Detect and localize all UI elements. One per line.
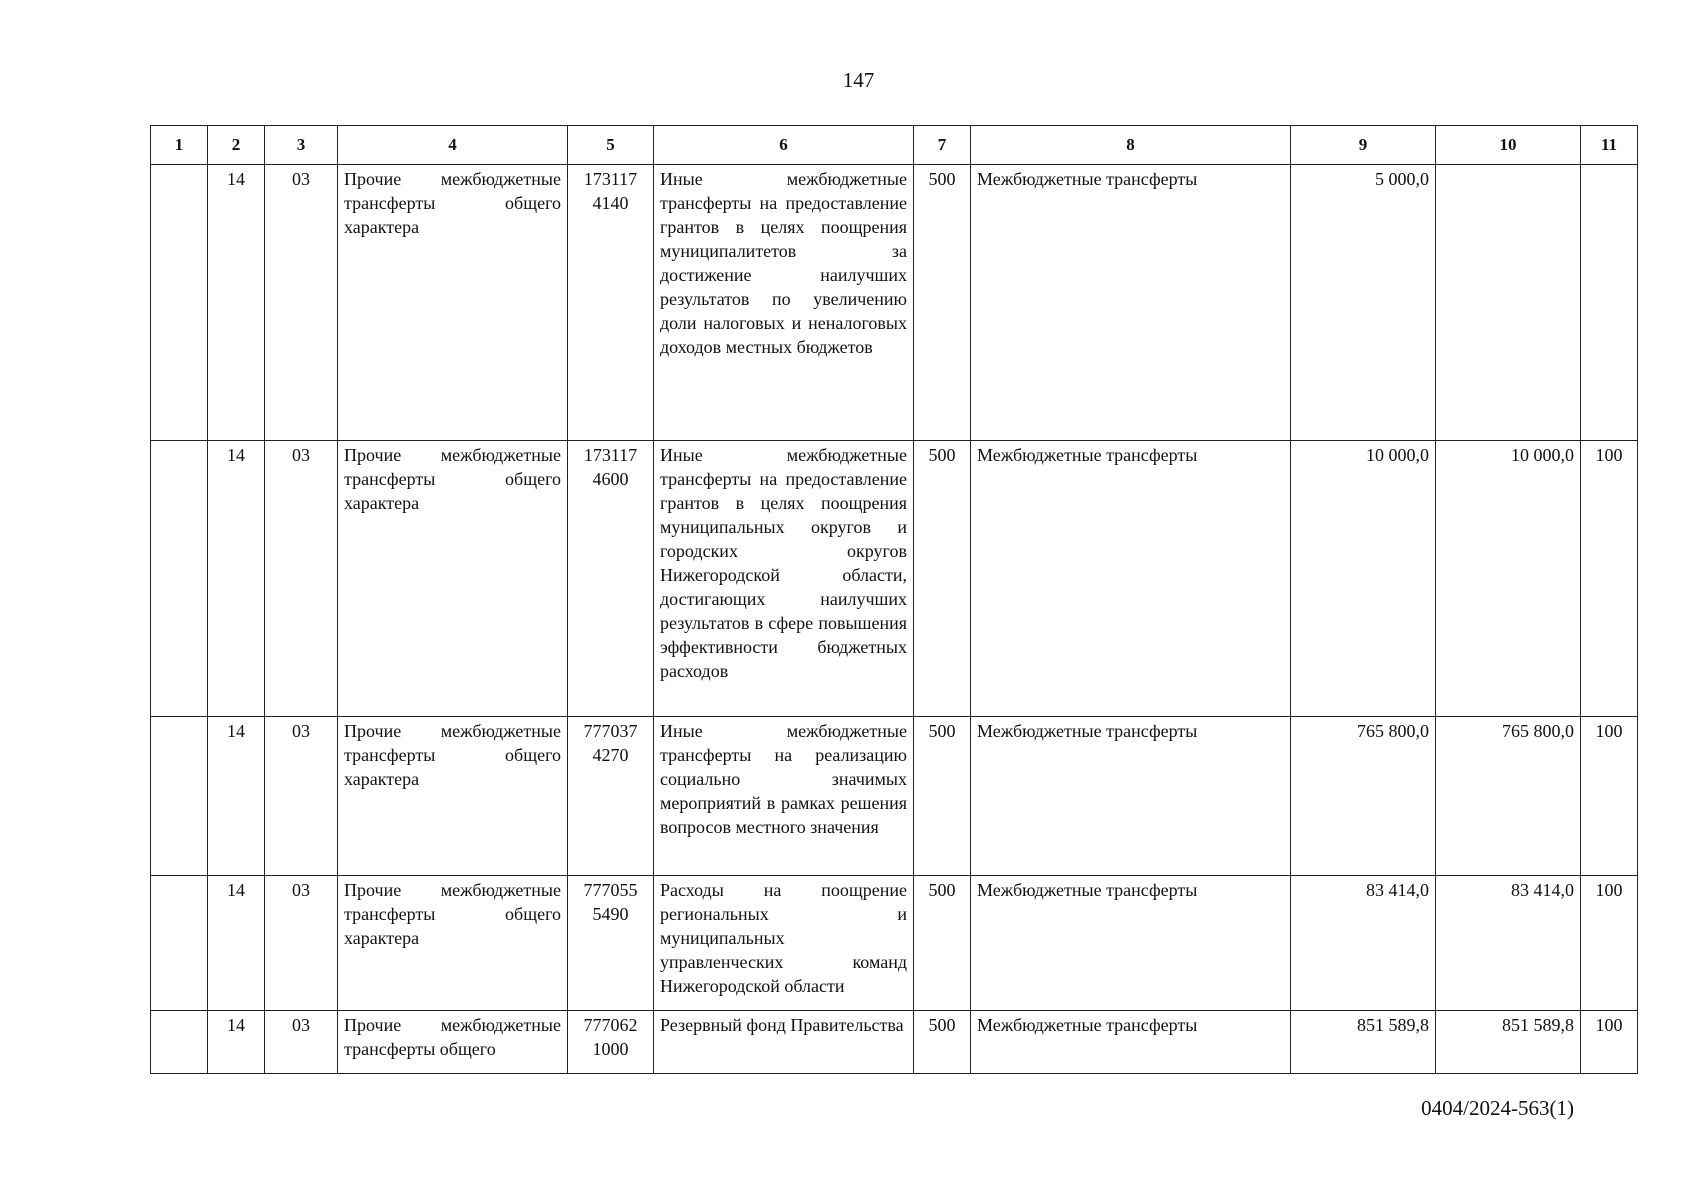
cell-target-description: Иные межбюджетные трансферты на предоставление грантов в целях поощрения муниципалитетов за достижение наилучших результатов по увеличению доли налоговых и неналоговых доходов местных бюджетов	[654, 165, 914, 441]
cell-amount-col9: 10 000,0	[1291, 441, 1436, 717]
cell-subsection: 03	[265, 165, 338, 441]
cell-expense-type-code: 500	[914, 876, 971, 1011]
page-number: 147	[842, 68, 875, 92]
table-row	[151, 165, 1638, 441]
cell-target-description: Иные межбюджетные трансферты на предоставление грантов в целях поощрения муниципальных округов и городских округов Нижегородской области, достигающих наилучших результатов в сфере повышения эффективности бюджетных расходов	[654, 441, 914, 717]
cell-amount-col9: 765 800,0	[1291, 717, 1436, 876]
cell-subsection-name: Прочие межбюджетные трансферты общего характера	[338, 441, 568, 717]
cell-amount-col10	[1436, 165, 1581, 441]
cell-amount-col10: 765 800,0	[1436, 717, 1581, 876]
cell-expense-type-name: Межбюджетные трансферты	[971, 1011, 1291, 1074]
budget-table	[150, 125, 1638, 1074]
cell-col1	[151, 876, 208, 1011]
cell-subsection: 03	[265, 1011, 338, 1074]
cell-target-description: Резервный фонд Правительства	[654, 1011, 914, 1074]
header-col-9: 9	[1291, 126, 1436, 165]
cell-amount-col10: 10 000,0	[1436, 441, 1581, 717]
cell-expense-type-code: 500	[914, 717, 971, 876]
cell-expense-type-name: Межбюджетные трансферты	[971, 717, 1291, 876]
cell-expense-type-name: Межбюджетные трансферты	[971, 441, 1291, 717]
cell-col1	[151, 717, 208, 876]
header-col-1: 1	[151, 126, 208, 165]
cell-target-code: 777062 1000	[568, 1011, 654, 1074]
cell-section: 14	[208, 717, 265, 876]
cell-percent: 100	[1581, 717, 1638, 876]
cell-section: 14	[208, 876, 265, 1011]
cell-target-description: Расходы на поощрение региональных и муниципальных управленческих команд Нижегородской области	[654, 876, 914, 1011]
cell-section: 14	[208, 165, 265, 441]
cell-expense-type-name: Межбюджетные трансферты	[971, 165, 1291, 441]
header-row	[151, 126, 1638, 165]
cell-subsection-name: Прочие межбюджетные трансферты общего характера	[338, 717, 568, 876]
cell-expense-type-name: Межбюджетные трансферты	[971, 876, 1291, 1011]
cell-target-code: 777037 4270	[568, 717, 654, 876]
cell-subsection-name: Прочие межбюджетные трансферты общего	[338, 1011, 568, 1074]
header-col-8: 8	[971, 126, 1291, 165]
cell-amount-col10: 83 414,0	[1436, 876, 1581, 1011]
header-col-10: 10	[1436, 126, 1581, 165]
cell-subsection-name: Прочие межбюджетные трансферты общего характера	[338, 165, 568, 441]
table-row	[151, 441, 1638, 717]
header-col-11: 11	[1581, 126, 1638, 165]
table-row	[151, 876, 1638, 1011]
header-col-6: 6	[654, 126, 914, 165]
cell-section: 14	[208, 441, 265, 717]
cell-percent	[1581, 165, 1638, 441]
table-row	[151, 1011, 1638, 1074]
cell-target-code: 173117 4600	[568, 441, 654, 717]
document-id: 0404/2024-563(1)	[1421, 1096, 1574, 1120]
cell-col1	[151, 441, 208, 717]
cell-target-description: Иные межбюджетные трансферты на реализацию социально значимых мероприятий в рамках решения вопросов местного значения	[654, 717, 914, 876]
cell-col1	[151, 1011, 208, 1074]
header-col-3: 3	[265, 126, 338, 165]
cell-amount-col9: 5 000,0	[1291, 165, 1436, 441]
cell-subsection: 03	[265, 441, 338, 717]
cell-expense-type-code: 500	[914, 441, 971, 717]
cell-target-code: 777055 5490	[568, 876, 654, 1011]
header-col-2: 2	[208, 126, 265, 165]
cell-target-code: 173117 4140	[568, 165, 654, 441]
cell-amount-col9: 83 414,0	[1291, 876, 1436, 1011]
cell-subsection-name: Прочие межбюджетные трансферты общего характера	[338, 876, 568, 1011]
cell-percent: 100	[1581, 441, 1638, 717]
header-col-4: 4	[338, 126, 568, 165]
cell-percent: 100	[1581, 1011, 1638, 1074]
cell-amount-col10: 851 589,8	[1436, 1011, 1581, 1074]
cell-percent: 100	[1581, 876, 1638, 1011]
cell-subsection: 03	[265, 717, 338, 876]
cell-expense-type-code: 500	[914, 165, 971, 441]
cell-section: 14	[208, 1011, 265, 1074]
header-col-5: 5	[568, 126, 654, 165]
header-col-7: 7	[914, 126, 971, 165]
cell-subsection: 03	[265, 876, 338, 1011]
cell-expense-type-code: 500	[914, 1011, 971, 1074]
table-row	[151, 717, 1638, 876]
cell-col1	[151, 165, 208, 441]
cell-amount-col9: 851 589,8	[1291, 1011, 1436, 1074]
